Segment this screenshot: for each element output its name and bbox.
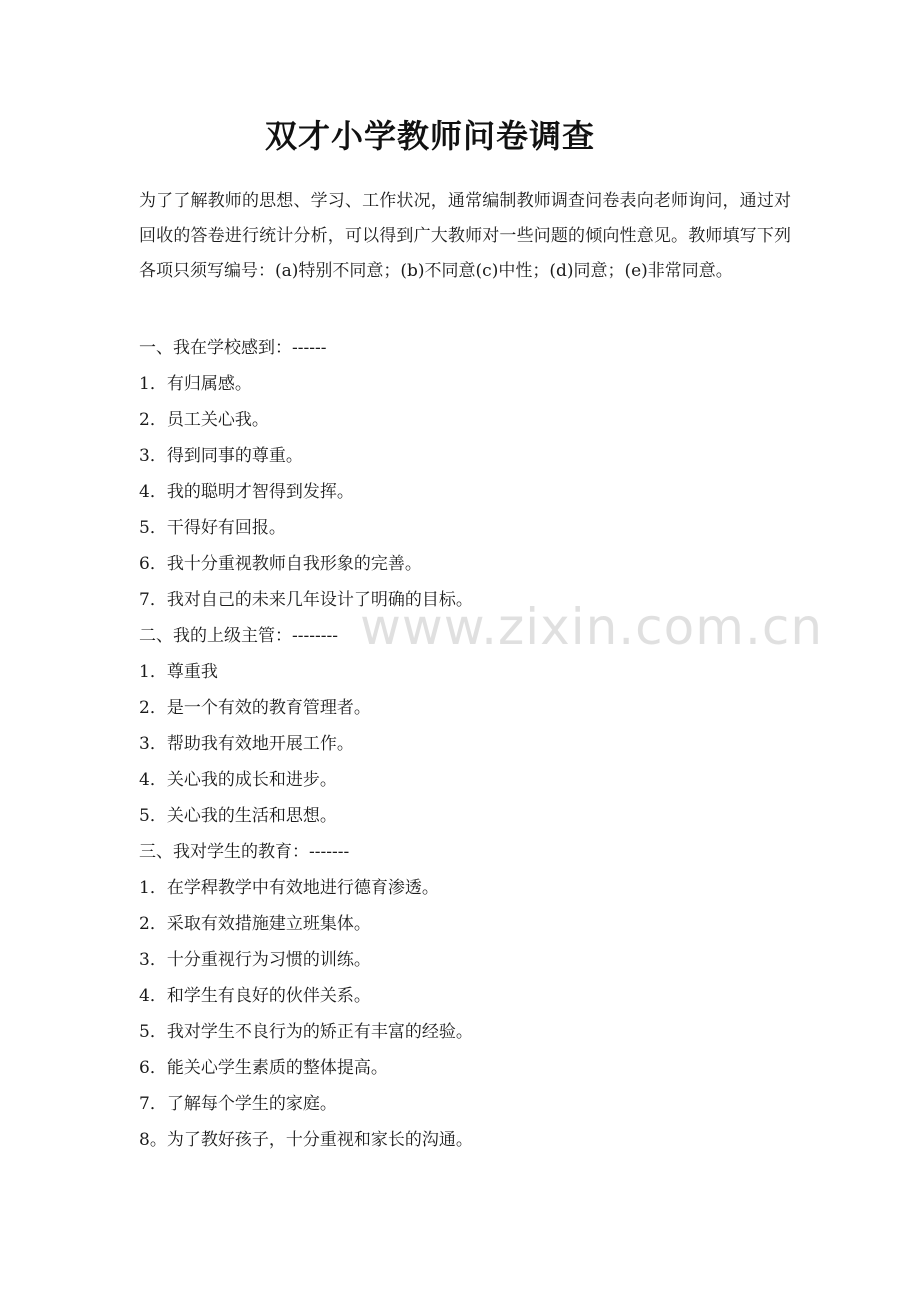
list-item: 1．尊重我 [139,662,218,682]
list-item: 7．了解每个学生的家庭。 [139,1094,337,1114]
list-item: 5．我对学生不良行为的矫正有丰富的经验。 [139,1022,473,1042]
list-item: 2．员工关心我。 [139,410,269,430]
list-item: 6．我十分重视教师自我形象的完善。 [139,554,422,574]
list-item: 7．我对自己的未来几年设计了明确的目标。 [139,590,473,610]
section-heading-students: 三、我对学生的教育：------- [139,842,350,862]
watermark: www.zixin.com.cn [360,598,824,656]
list-item: 2．是一个有效的教育管理者。 [139,698,371,718]
list-item: 1．在学稈教学中有效地进行德育渗透。 [139,878,439,898]
list-item: 3．帮助我有效地开展工作。 [139,734,354,754]
section-heading-supervisor: 二、我的上级主管：-------- [139,626,338,646]
list-item: 4．和学生有良好的伙伴关系。 [139,986,371,1006]
list-item: 1．有归属感。 [139,374,252,394]
list-item: 5．关心我的生活和思想。 [139,806,337,826]
document-title: 双才小学教师问卷调查 [264,117,595,155]
list-item: 2．采取有效措施建立班集体。 [139,914,371,934]
section-heading-school: 一、我在学校感到：------ [139,338,327,358]
list-item: 3．十分重视行为习惯的训练。 [139,950,371,970]
list-item: 8。为了教好孩子，十分重视和家长的沟通。 [139,1130,473,1150]
list-item: 3．得到同事的尊重。 [139,446,303,466]
list-item: 6．能关心学生素质的整体提高。 [139,1058,388,1078]
list-item: 4．我的聪明才智得到发挥。 [139,482,354,502]
intro-paragraph: 为了了解教师的思想、学习、工作状况，通常编制教师调查问卷表向老师询问，通过对回收的答卷进行统计分析，可以得到广大教师对一些问题的倾向性意见。教师填写下列各项只须写编号：(a)特别不同意；(b)不同意(c)中性；(d)同意；(e)非常同意。 [139,191,791,281]
questionnaire-body [139,330,791,1158]
list-item: 4．关心我的成长和进步。 [139,770,337,790]
list-item: 5．干得好有回报。 [139,518,286,538]
